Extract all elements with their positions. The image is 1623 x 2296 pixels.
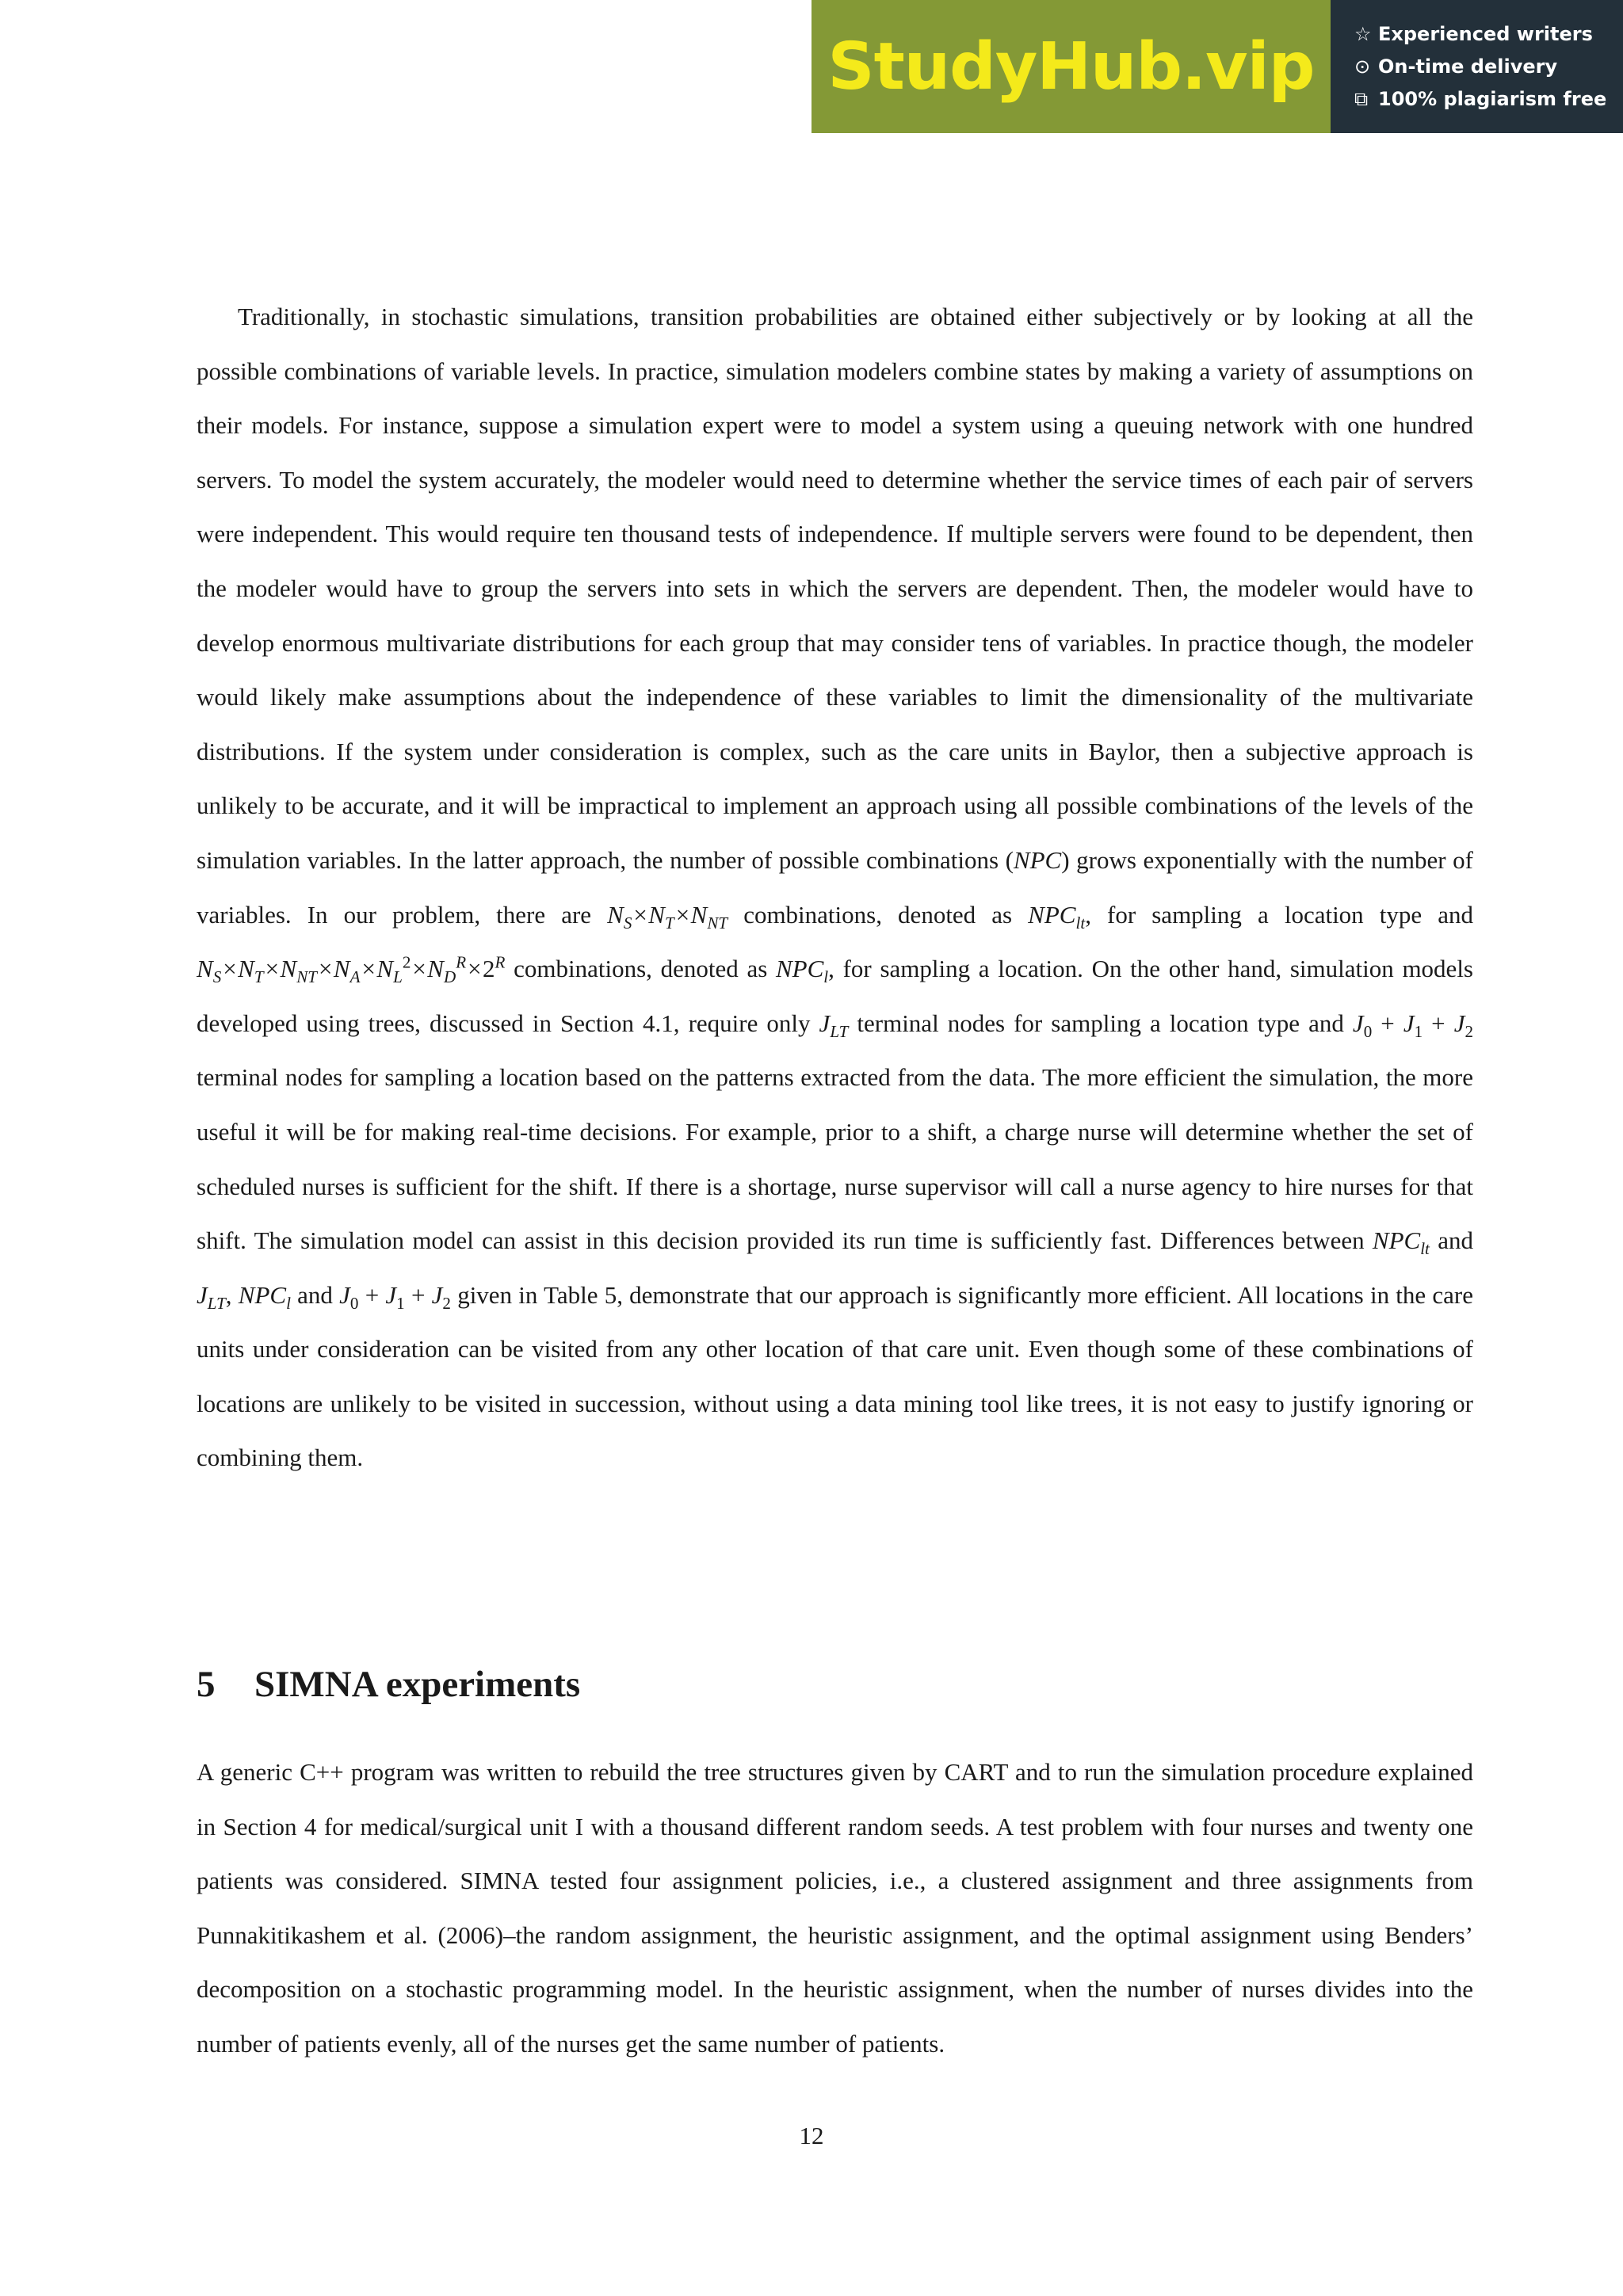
math-npc-lt: $NPC_{lt}$ — [1372, 1226, 1430, 1259]
math-j-lt: $J_{LT}$ — [197, 1280, 226, 1313]
clock-icon: ⊙ — [1354, 55, 1371, 78]
text-run: terminal nodes for sampling a location type and — [848, 1009, 1353, 1037]
math-j-lt: $J_{LT}$ — [819, 1009, 849, 1041]
text-run: , — [225, 1280, 239, 1309]
feature-list — [1331, 0, 1623, 133]
feature-label: On-time delivery — [1378, 55, 1558, 78]
math-npc-lt: $NPC_{lt}$ — [1028, 900, 1086, 933]
text-run: , for sampling a location. On the other hand, simulation models developed using trees, discussed in Section 4.1, require only — [197, 955, 1473, 1037]
math-location-combinations: $N_S\times N_T\times N_{NT}\times N_A\times N_L^2\times N_D^R\times 2^R$ — [197, 952, 506, 987]
text-run: , for sampling a location type and — [1085, 900, 1473, 929]
feature-item — [1354, 51, 1623, 83]
math-j-sum: $J_0 + J_1 + J_2$ — [1352, 1009, 1474, 1041]
copy-icon: ⧉ — [1354, 87, 1369, 110]
star-icon: ☆ — [1354, 22, 1372, 45]
text-run: Traditionally, in stochastic simulations, transition probabilities are obtained either subjectively or by looking at all the possible combinations of variable levels. In practice, simulation modelers combine states by making a variety of assumptions on their models. For instance, suppose a simulation expert were to model a system using a queuing network with one hundred servers. To model the system accurately, the modeler would need to determine whether the service times of each pair of servers were independent. This would require ten thousand tests of independence. If multiple servers were found to be dependent, then the modeler would have to group the servers into sets in which the servers are dependent. Then, the modeler would have to develop enormous multivariate distributions for each group that may consider tens of variables. In practice though, the modeler would likely make assumptions about the independence of these variables to limit the dimensionality of the multivariate distributions. If the system under consideration is complex, such as the care units in Baylor, then a subjective approach is unlikely to be accurate, and it will be impractical to implement an approach using all possible combinations of the levels of the simulation variables. In the latter approach, the number of possible combinations ( — [197, 303, 1473, 874]
feature-item — [1354, 18, 1623, 51]
text-run: terminal nodes for sampling a location based on the patterns extracted from the data. The more efficient the simulation, the more useful it will be for making real-time decisions. For example, prior to a shift, a charge nurse will determine whether the set of scheduled nurses is sufficient for the shift. If there is a shortage, nurse supervisor will call a nurse agency to hire nurses for that shift. The simulation model can assist in this decision provided its run time is sufficiently fast. Differences between — [197, 1063, 1473, 1255]
text-run: combinations, denoted as — [505, 955, 776, 983]
text-run: and — [290, 1280, 340, 1309]
feature-label: Experienced writers — [1378, 22, 1593, 45]
math-npc: NPC — [1013, 845, 1062, 874]
text-run: ) grows exponentially with the number of variables. In our problem, there are — [197, 845, 1473, 929]
brand-name: StudyHub.vip — [827, 29, 1315, 105]
math-npc-l: $NPC_l$ — [775, 955, 829, 987]
math-npc-l: $NPC_l$ — [238, 1280, 291, 1313]
text-run: combinations, denoted as — [727, 900, 1029, 929]
feature-item — [1354, 83, 1623, 116]
section-title: SIMNA experiments — [254, 1664, 581, 1705]
section-number: 5 — [197, 1664, 216, 1705]
brand-logo[interactable] — [812, 0, 1331, 133]
section-heading — [197, 1661, 580, 1708]
body-paragraph — [197, 290, 1473, 1486]
text-run: and — [1429, 1226, 1473, 1255]
feature-label: 100% plagiarism free — [1378, 87, 1607, 110]
text-run: given in Table 5, demonstrate that our approach is significantly more efficient. All locations in the care units under consideration can be visited from any other location of that care unit. Even though some of these combinations of locations are unlikely to be visited in succession, without using a data mining tool like trees, it is not easy to justify ignoring or combining them. — [197, 1280, 1474, 1472]
body-paragraph: A generic C++ program was written to rebuild the tree structures given by CART and to run the simulation procedure explained in Section 4 for medical/surgical unit I with a thousand different random seeds. A test problem with four nurses and twenty one patients was considered. SIMNA tested four assignment policies, i.e., a clustered assignment and three assignments from Punnakitikashem et al. (2006)–the random assignment, the heuristic assignment, and the optimal assignment using Benders’ decomposition on a stochastic programming model. In the heuristic assignment, when the number of nurses divides into the number of patients evenly, all of the nurses get the same number of patients. — [197, 1758, 1473, 2058]
page-number: 12 — [799, 2122, 824, 2149]
ad-banner[interactable] — [812, 0, 1623, 133]
math-ns-nt-nnt: $N_S\times N_T\times N_{NT}$ — [607, 900, 728, 933]
math-j-sum: $J_0 + J_1 + J_2$ — [339, 1280, 451, 1313]
